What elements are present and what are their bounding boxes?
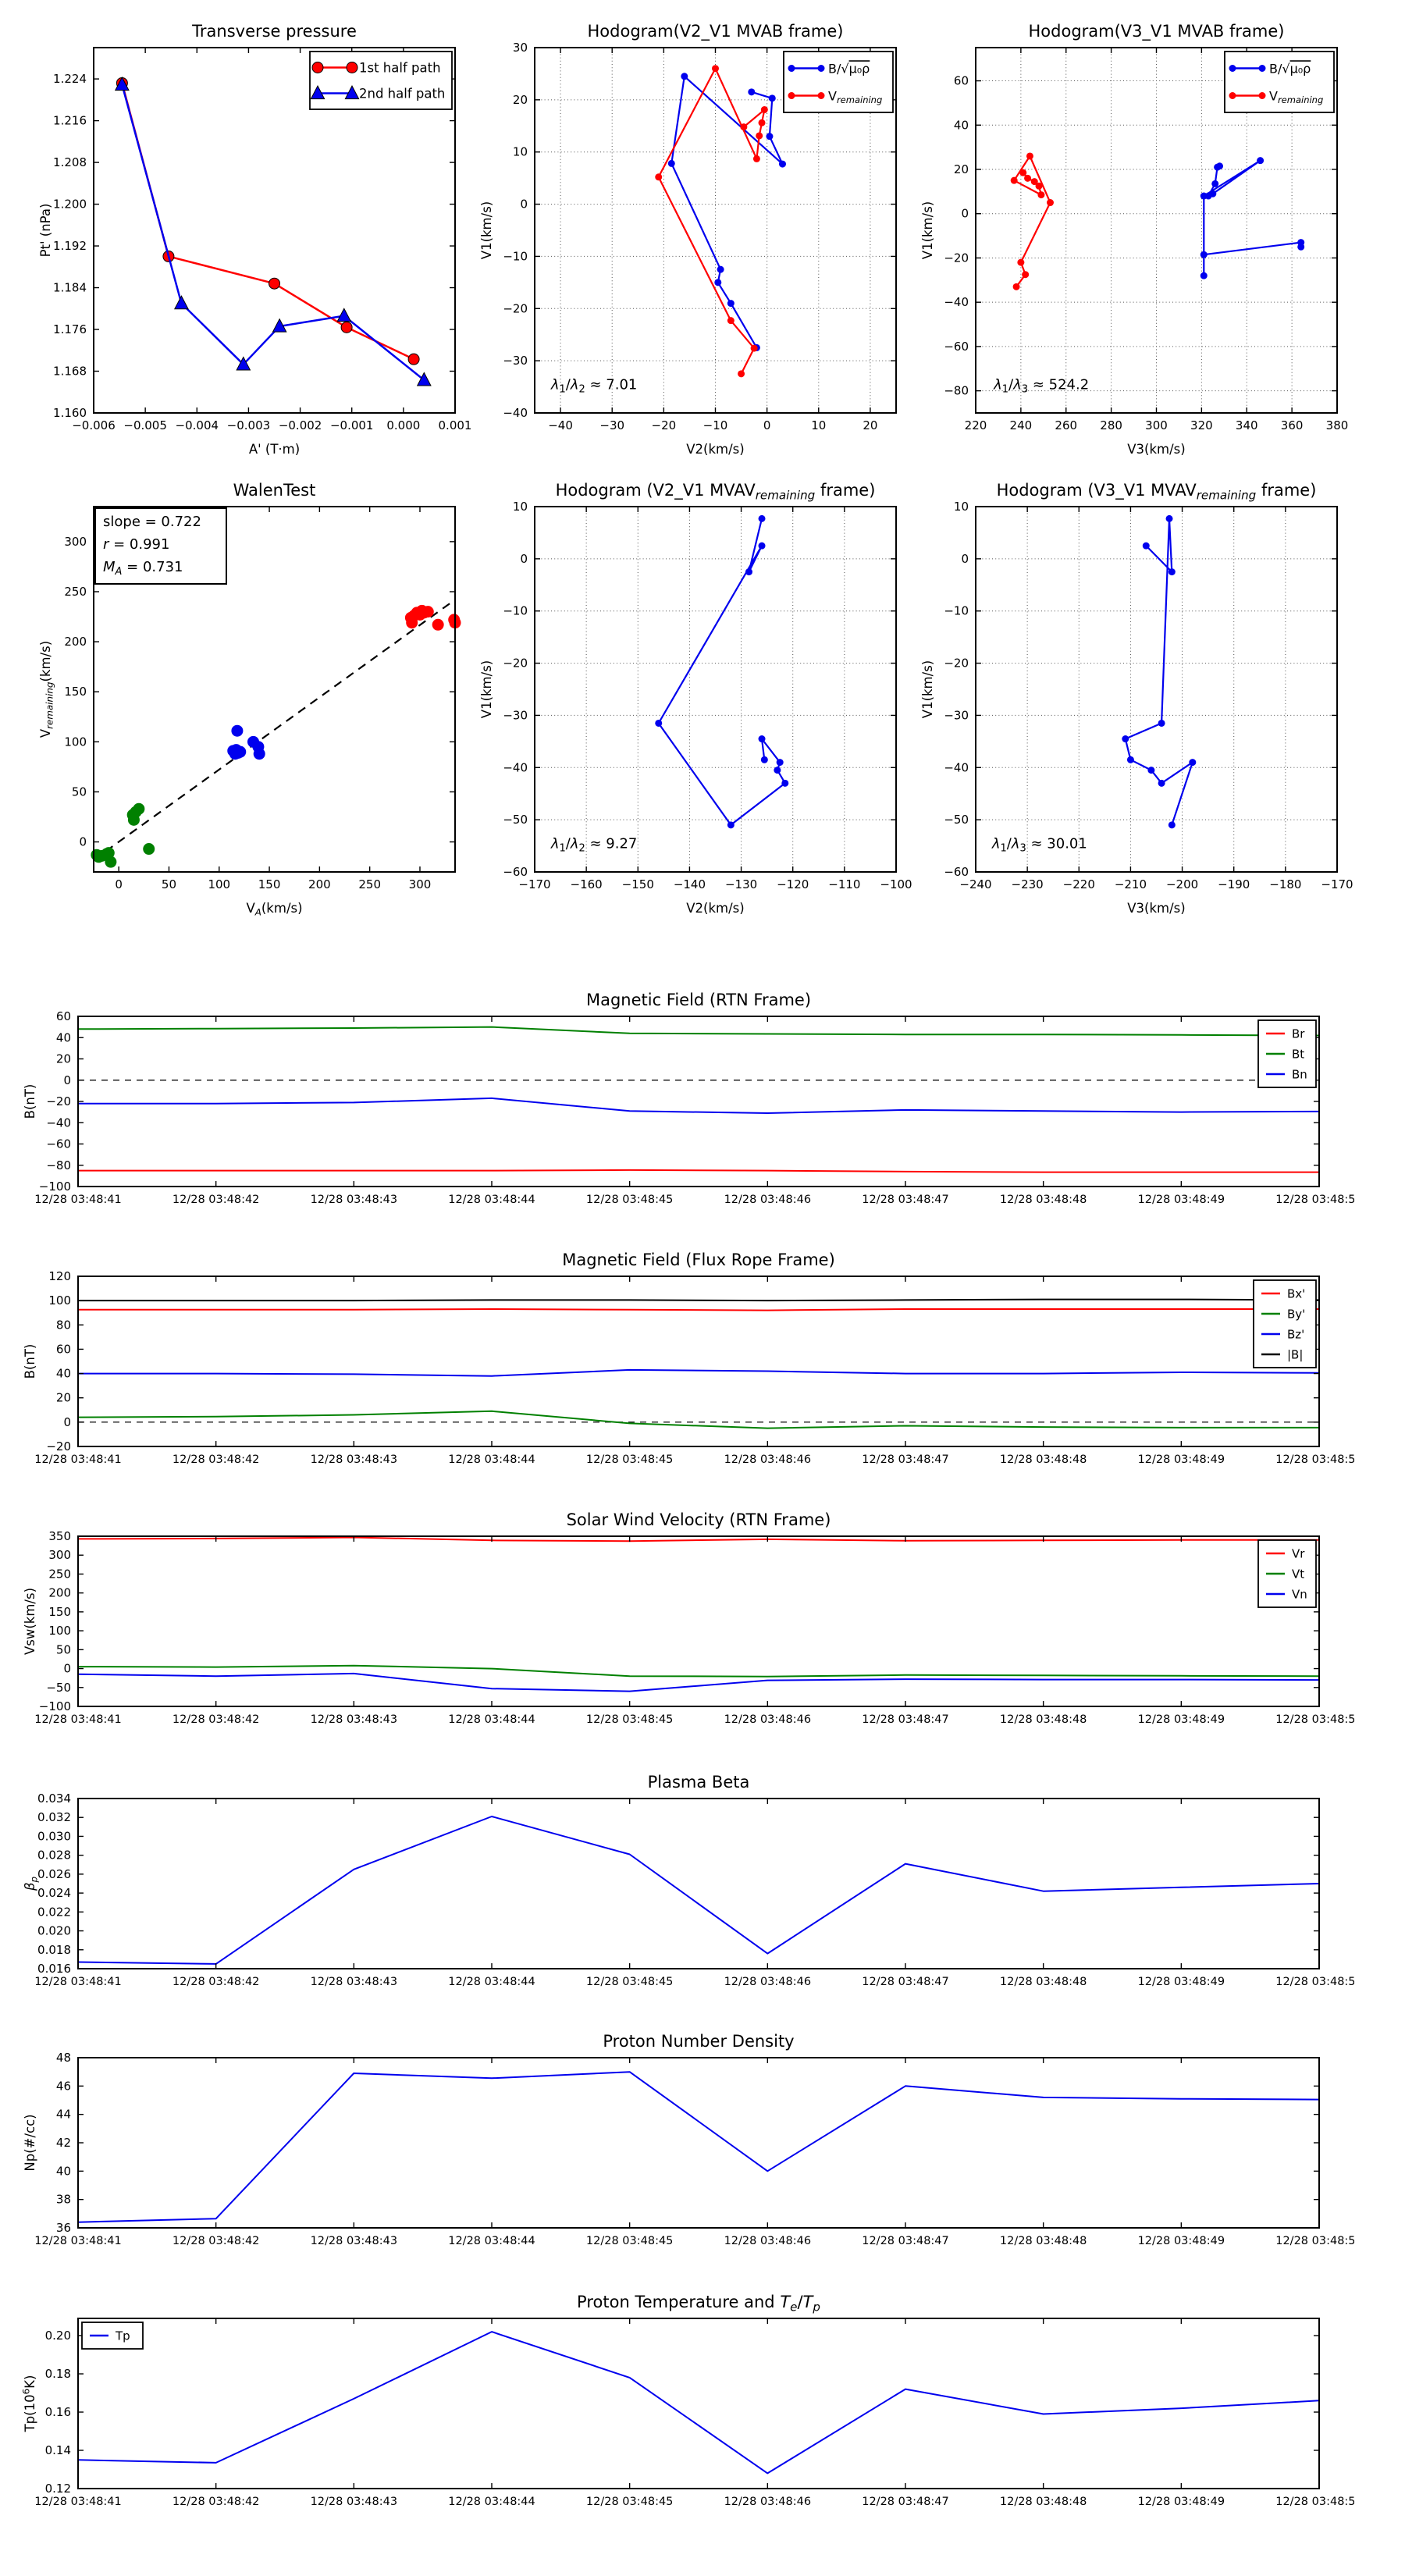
svg-text:380: 380	[1325, 418, 1349, 432]
svg-text:Hodogram(V2_V1 MVAB frame): Hodogram(V2_V1 MVAB frame)	[587, 22, 844, 41]
svg-text:60: 60	[55, 1009, 71, 1023]
svg-text:Transverse pressure: Transverse pressure	[192, 22, 357, 41]
svg-text:Vremaining: $V_{remaining}$	[828, 88, 883, 105]
svg-text:−100: −100	[880, 877, 912, 891]
svg-text:360: 360	[1280, 418, 1304, 432]
svg-text:WalenTest: WalenTest	[233, 481, 316, 500]
svg-text:−120: −120	[777, 877, 809, 891]
svg-text:By': By'	[1287, 1307, 1306, 1322]
svg-text:−40: −40	[503, 406, 528, 420]
svg-text:−0.002: −0.002	[278, 418, 322, 432]
svg-text:−20: −20	[46, 1439, 71, 1453]
svg-text:Plasma Beta: Plasma Beta	[647, 1773, 750, 1791]
svg-text:Vsw(km/s): Vsw(km/s)	[23, 1587, 37, 1656]
svg-text:−20: −20	[944, 251, 969, 265]
svg-text:0.16: 0.16	[44, 2405, 71, 2420]
svg-text:−110: −110	[828, 877, 861, 891]
svg-text:12/28 03:48:43: 12/28 03:48:43	[310, 1976, 398, 1988]
svg-text:300: 300	[408, 877, 432, 891]
svg-text:80: 80	[55, 1318, 71, 1332]
svg-text:12/28 03:48:47: 12/28 03:48:47	[862, 2496, 949, 2508]
svg-text:Magnetic Field (RTN Frame): Magnetic Field (RTN Frame)	[585, 991, 812, 1009]
svg-text:−50: −50	[46, 1680, 71, 1695]
svg-text:12/28 03:48:48: 12/28 03:48:48	[999, 2235, 1087, 2247]
chart-hodogram-v2v1-mvab	[471, 12, 912, 471]
svg-text:300: 300	[48, 1548, 71, 1563]
svg-text:12/28 03:48:47: 12/28 03:48:47	[862, 1194, 949, 1206]
svg-text:100: 100	[64, 735, 87, 749]
svg-text:−60: −60	[503, 865, 528, 879]
svg-text:0.024: 0.024	[37, 1886, 71, 1901]
svg-text:−80: −80	[944, 383, 969, 398]
svg-text:−210: −210	[1114, 877, 1147, 891]
svg-text:0.016: 0.016	[37, 1962, 71, 1976]
svg-text:A' (T·m): A' (T·m)	[248, 442, 301, 457]
svg-text:12/28 03:48:50: 12/28 03:48:50	[1275, 1453, 1354, 1466]
svg-text:−140: −140	[673, 877, 706, 891]
svg-text:12/28 03:48:47: 12/28 03:48:47	[862, 1713, 949, 1726]
svg-text:12/28 03:48:46: 12/28 03:48:46	[724, 1713, 812, 1726]
svg-text:12/28 03:48:49: 12/28 03:48:49	[1137, 1976, 1225, 1988]
svg-text:0.12: 0.12	[44, 2482, 71, 2496]
svg-text:12/28 03:48:48: 12/28 03:48:48	[999, 1194, 1087, 1206]
svg-text:12/28 03:48:41: 12/28 03:48:41	[34, 1453, 122, 1466]
svg-text:12/28 03:48:42: 12/28 03:48:42	[172, 1976, 260, 1988]
chart-magnetic-field-rtn	[0, 972, 1354, 1229]
svg-text:Proton Number Density: Proton Number Density	[603, 2032, 795, 2051]
svg-text:0.030: 0.030	[37, 1829, 71, 1844]
svg-text:12/28 03:48:46: 12/28 03:48:46	[724, 2496, 812, 2508]
svg-text:B(nT): B(nT)	[23, 1343, 37, 1379]
svg-text:250: 250	[358, 877, 382, 891]
svg-text:B/√μ₀ρ: B/√μ₀ρ	[1269, 61, 1311, 76]
svg-text:0.026: 0.026	[37, 1866, 71, 1881]
svg-text:−20: −20	[944, 656, 969, 671]
svg-text:12/28 03:48:42: 12/28 03:48:42	[172, 1713, 260, 1726]
svg-text:300: 300	[1145, 418, 1168, 432]
svg-text:0.034: 0.034	[37, 1791, 71, 1806]
svg-text:V1(km/s): V1(km/s)	[920, 660, 935, 719]
svg-text:0: 0	[63, 1414, 71, 1429]
svg-text:1.224: 1.224	[53, 72, 87, 87]
svg-text:−220: −220	[1062, 877, 1095, 891]
svg-text:Br: Br	[1292, 1026, 1305, 1041]
svg-text:12/28 03:48:46: 12/28 03:48:46	[724, 2235, 812, 2247]
svg-text:Vremaining(km/s): $V_{remaining}(km/s)$	[38, 640, 55, 738]
svg-text:12/28 03:48:48: 12/28 03:48:48	[999, 1976, 1087, 1988]
svg-text:−40: −40	[944, 760, 969, 775]
svg-text:−40: −40	[503, 760, 528, 775]
svg-text:10: 10	[512, 500, 528, 514]
svg-text:βp: $\beta_p$	[23, 1876, 40, 1891]
svg-text:42: 42	[55, 2136, 71, 2150]
svg-text:−10: −10	[503, 249, 528, 264]
svg-text:320: 320	[1190, 418, 1213, 432]
svg-text:100: 100	[48, 1624, 71, 1638]
svg-text:−10: −10	[702, 418, 728, 432]
svg-text:50: 50	[55, 1642, 71, 1657]
svg-text:1.160: 1.160	[53, 406, 87, 420]
svg-text:0.018: 0.018	[37, 1942, 71, 1957]
svg-text:Hodogram(V3_V1 MVAB frame): Hodogram(V3_V1 MVAB frame)	[1028, 22, 1285, 41]
svg-text:12/28 03:48:47: 12/28 03:48:47	[862, 2235, 949, 2247]
svg-text:B/√μ₀ρ: B/√μ₀ρ	[828, 61, 870, 76]
svg-text:V3(km/s): V3(km/s)	[1127, 442, 1186, 457]
svg-text:−20: −20	[503, 656, 528, 671]
svg-text:150: 150	[64, 685, 87, 699]
svg-text:12/28 03:48:43: 12/28 03:48:43	[310, 1713, 398, 1726]
svg-text:260: 260	[1055, 418, 1078, 432]
svg-text:−60: −60	[46, 1137, 71, 1151]
svg-text:0: 0	[961, 206, 969, 221]
svg-text:340: 340	[1235, 418, 1258, 432]
svg-text:0.022: 0.022	[37, 1905, 71, 1920]
svg-text:Magnetic Field (Flux Rope Fram: Magnetic Field (Flux Rope Frame)	[562, 1251, 835, 1269]
svg-text:20: 20	[863, 418, 878, 432]
svg-text:V1(km/s): V1(km/s)	[479, 201, 494, 260]
chart-plasma-beta	[0, 1754, 1354, 2012]
chart-magnetic-field-flux-rope	[0, 1232, 1354, 1489]
svg-text:12/28 03:48:47: 12/28 03:48:47	[862, 1453, 949, 1466]
svg-text:0: 0	[763, 418, 771, 432]
svg-text:−10: −10	[944, 603, 969, 618]
svg-text:40: 40	[55, 2164, 71, 2179]
svg-text:0: 0	[520, 551, 528, 566]
svg-text:−60: −60	[944, 865, 969, 879]
svg-text:12/28 03:48:50: 12/28 03:48:50	[1275, 1713, 1354, 1726]
svg-text:−50: −50	[503, 813, 528, 827]
svg-text:−60: −60	[944, 339, 969, 354]
svg-text:λ1/λ3 ≈ 524.2: $\lambda_1/\lambda_3 \approx 524.2$	[994, 376, 1090, 396]
svg-text:40: 40	[55, 1366, 71, 1381]
svg-text:12/28 03:48:41: 12/28 03:48:41	[34, 1976, 122, 1988]
svg-text:12/28 03:48:44: 12/28 03:48:44	[448, 1453, 535, 1466]
svg-text:1st half path: 1st half path	[359, 60, 441, 76]
svg-text:−200: −200	[1165, 877, 1199, 891]
chart-hodogram-v3v1-mvav	[912, 471, 1353, 930]
svg-text:12/28 03:48:43: 12/28 03:48:43	[310, 2496, 398, 2508]
chart-solar-wind-velocity	[0, 1492, 1354, 1749]
svg-text:12/28 03:48:42: 12/28 03:48:42	[172, 1453, 260, 1466]
svg-text:r = 0.991: r = 0.991	[103, 536, 170, 553]
svg-text:V1(km/s): V1(km/s)	[479, 660, 494, 719]
svg-text:20: 20	[55, 1051, 71, 1066]
svg-text:12/28 03:48:49: 12/28 03:48:49	[1137, 2235, 1225, 2247]
svg-text:MA = 0.731: $M_A = 0.731$	[103, 559, 183, 578]
svg-text:12/28 03:48:46: 12/28 03:48:46	[724, 1453, 812, 1466]
svg-text:−50: −50	[944, 813, 969, 827]
svg-text:Tp: Tp	[116, 2329, 130, 2343]
svg-text:12/28 03:48:44: 12/28 03:48:44	[448, 1194, 535, 1206]
chart-hodogram-v2v1-mvav	[471, 471, 912, 930]
svg-text:−40: −40	[46, 1115, 71, 1130]
svg-text:12/28 03:48:47: 12/28 03:48:47	[862, 1976, 949, 1988]
svg-text:38: 38	[55, 2192, 71, 2207]
svg-text:200: 200	[48, 1585, 71, 1600]
chart-proton-number-density	[0, 2013, 1354, 2271]
svg-text:Bz': Bz'	[1287, 1327, 1305, 1342]
svg-text:44: 44	[55, 2107, 71, 2122]
svg-text:Hodogram (V2_V1 MVAVremaining: Hodogram (V2_V1 $MVAV_{remaining}$ frame)	[555, 481, 876, 503]
svg-text:−30: −30	[944, 708, 969, 723]
svg-text:12/28 03:48:50: 12/28 03:48:50	[1275, 2496, 1354, 2508]
svg-text:1.200: 1.200	[53, 197, 87, 212]
svg-text:150: 150	[48, 1604, 71, 1619]
svg-text:0.032: 0.032	[37, 1810, 71, 1825]
svg-text:−20: −20	[46, 1094, 71, 1108]
svg-text:VA(km/s): $V_A(km/s)$	[246, 901, 303, 918]
svg-text:12/28 03:48:43: 12/28 03:48:43	[310, 1453, 398, 1466]
svg-text:0.18: 0.18	[44, 2367, 71, 2382]
svg-text:12/28 03:48:46: 12/28 03:48:46	[724, 1976, 812, 1988]
svg-text:12/28 03:48:44: 12/28 03:48:44	[448, 2235, 535, 2247]
svg-text:1.176: 1.176	[53, 322, 87, 337]
svg-text:−160: −160	[570, 877, 603, 891]
svg-text:12/28 03:48:48: 12/28 03:48:48	[999, 2496, 1087, 2508]
svg-text:−150: −150	[621, 877, 654, 891]
chart-hodogram-v3v1-mvab	[912, 12, 1353, 471]
svg-text:0: 0	[63, 1073, 71, 1087]
svg-text:λ1/λ2 ≈ 7.01: $\lambda_1/\lambda_2 \approx 7.01$	[550, 376, 638, 396]
svg-text:−0.005: −0.005	[123, 418, 167, 432]
svg-text:Bn: Bn	[1292, 1067, 1307, 1082]
svg-text:−20: −20	[503, 301, 528, 316]
svg-text:0.000: 0.000	[386, 418, 421, 432]
svg-text:1.208: 1.208	[53, 155, 87, 170]
svg-text:−20: −20	[651, 418, 677, 432]
svg-text:2nd half path: 2nd half path	[359, 86, 446, 101]
svg-text:12/28 03:48:42: 12/28 03:48:42	[172, 2235, 260, 2247]
svg-text:−170: −170	[518, 877, 551, 891]
svg-text:60: 60	[953, 73, 969, 88]
svg-text:12/28 03:48:45: 12/28 03:48:45	[585, 1453, 674, 1466]
svg-text:Vn: Vn	[1292, 1587, 1307, 1602]
svg-text:B(nT): B(nT)	[23, 1083, 37, 1119]
svg-text:Solar Wind Velocity (RTN Frame: Solar Wind Velocity (RTN Frame)	[566, 1510, 831, 1529]
svg-text:−100: −100	[38, 1699, 71, 1713]
svg-text:12/28 03:48:41: 12/28 03:48:41	[34, 2496, 122, 2508]
svg-text:12/28 03:48:42: 12/28 03:48:42	[172, 2496, 260, 2508]
svg-text:Bt: Bt	[1292, 1047, 1305, 1062]
svg-text:−0.006: −0.006	[72, 418, 116, 432]
svg-text:−170: −170	[1321, 877, 1353, 891]
svg-text:12/28 03:48:49: 12/28 03:48:49	[1137, 1713, 1225, 1726]
svg-text:12/28 03:48:44: 12/28 03:48:44	[448, 2496, 535, 2508]
svg-text:10: 10	[953, 500, 969, 514]
svg-text:−40: −40	[548, 418, 573, 432]
svg-text:280: 280	[1100, 418, 1122, 432]
svg-text:100: 100	[48, 1293, 71, 1308]
svg-text:36: 36	[55, 2221, 71, 2235]
svg-text:12/28 03:48:45: 12/28 03:48:45	[585, 1976, 674, 1988]
chart-proton-temperature	[0, 2274, 1354, 2532]
svg-text:12/28 03:48:48: 12/28 03:48:48	[999, 1713, 1087, 1726]
svg-text:1.216: 1.216	[53, 113, 87, 128]
svg-text:0.14: 0.14	[44, 2443, 71, 2458]
svg-text:V3(km/s): V3(km/s)	[1127, 901, 1186, 916]
svg-text:10: 10	[811, 418, 827, 432]
svg-text:0.001: 0.001	[438, 418, 471, 432]
svg-text:0: 0	[63, 1661, 71, 1676]
svg-text:Pt' (nPa): Pt' (nPa)	[38, 203, 53, 258]
svg-text:20: 20	[512, 92, 528, 107]
svg-text:0.028: 0.028	[37, 1848, 71, 1863]
svg-text:1.168: 1.168	[53, 364, 87, 379]
svg-text:40: 40	[953, 118, 969, 133]
svg-text:0: 0	[79, 834, 87, 849]
svg-text:10: 10	[512, 144, 528, 159]
svg-text:100: 100	[208, 877, 231, 891]
svg-text:Np(#/cc): Np(#/cc)	[23, 2114, 37, 2172]
svg-text:Tp(106K): $Tp(10^6K)$	[20, 2375, 37, 2432]
svg-text:12/28 03:48:46: 12/28 03:48:46	[724, 1194, 812, 1206]
svg-text:300: 300	[64, 534, 87, 549]
svg-text:Vr: Vr	[1292, 1546, 1305, 1561]
svg-text:12/28 03:48:48: 12/28 03:48:48	[999, 1453, 1087, 1466]
svg-text:50: 50	[161, 877, 177, 891]
svg-text:−180: −180	[1269, 877, 1302, 891]
svg-text:|B|: |B|	[1287, 1347, 1304, 1362]
svg-text:60: 60	[55, 1342, 71, 1357]
svg-text:12/28 03:48:50: 12/28 03:48:50	[1275, 1194, 1354, 1206]
svg-text:−190: −190	[1218, 877, 1250, 891]
svg-text:50: 50	[71, 785, 87, 799]
svg-text:V2(km/s): V2(km/s)	[686, 442, 745, 457]
svg-text:12/28 03:48:41: 12/28 03:48:41	[34, 1713, 122, 1726]
svg-text:−40: −40	[944, 295, 969, 310]
svg-text:0: 0	[115, 877, 123, 891]
svg-text:200: 200	[64, 635, 87, 649]
svg-text:V2(km/s): V2(km/s)	[686, 901, 745, 916]
svg-text:V1(km/s): V1(km/s)	[920, 201, 935, 260]
svg-text:200: 200	[308, 877, 331, 891]
svg-text:0.20: 0.20	[44, 2329, 71, 2343]
svg-text:12/28 03:48:45: 12/28 03:48:45	[585, 1194, 674, 1206]
svg-text:Bx': Bx'	[1287, 1286, 1306, 1301]
svg-text:12/28 03:48:49: 12/28 03:48:49	[1137, 1453, 1225, 1466]
svg-text:220: 220	[964, 418, 987, 432]
svg-text:−10: −10	[503, 603, 528, 618]
svg-text:−80: −80	[46, 1158, 71, 1172]
svg-text:12/28 03:48:41: 12/28 03:48:41	[34, 1194, 122, 1206]
svg-text:−240: −240	[959, 877, 992, 891]
svg-text:30: 30	[512, 41, 528, 55]
svg-text:1.192: 1.192	[53, 239, 87, 254]
svg-text:−0.003: −0.003	[226, 418, 271, 432]
svg-text:12/28 03:48:43: 12/28 03:48:43	[310, 2235, 398, 2247]
svg-text:12/28 03:48:45: 12/28 03:48:45	[585, 2496, 674, 2508]
svg-text:120: 120	[48, 1269, 71, 1283]
svg-text:20: 20	[953, 162, 969, 176]
svg-text:−0.004: −0.004	[175, 418, 219, 432]
svg-text:12/28 03:48:44: 12/28 03:48:44	[448, 1976, 535, 1988]
svg-text:12/28 03:48:49: 12/28 03:48:49	[1137, 2496, 1225, 2508]
svg-text:250: 250	[64, 584, 87, 599]
svg-text:Hodogram (V3_V1 MVAVremaining: Hodogram (V3_V1 $MVAV_{remaining}$ frame)	[996, 481, 1317, 503]
svg-text:12/28 03:48:50: 12/28 03:48:50	[1275, 2235, 1354, 2247]
svg-text:48: 48	[55, 2051, 71, 2065]
svg-text:150: 150	[258, 877, 281, 891]
svg-text:12/28 03:48:43: 12/28 03:48:43	[310, 1194, 398, 1206]
svg-text:Proton Temperature and Te/Tp: Proton Temperature and $T_e/T_p$	[577, 2293, 820, 2314]
svg-text:λ1/λ3 ≈ 30.01: $\lambda_1/\lambda_3 \approx 30.01$	[991, 835, 1087, 855]
svg-text:−30: −30	[503, 354, 528, 368]
svg-text:46: 46	[55, 2079, 71, 2094]
svg-text:40: 40	[55, 1030, 71, 1045]
svg-text:Vt: Vt	[1292, 1567, 1305, 1582]
svg-text:0.020: 0.020	[37, 1923, 71, 1938]
svg-text:0: 0	[520, 197, 528, 212]
svg-text:350: 350	[48, 1529, 71, 1543]
svg-text:−30: −30	[503, 708, 528, 723]
chart-walen-test	[30, 471, 471, 930]
svg-text:12/28 03:48:41: 12/28 03:48:41	[34, 2235, 122, 2247]
svg-text:12/28 03:48:50: 12/28 03:48:50	[1275, 1976, 1354, 1988]
svg-text:12/28 03:48:45: 12/28 03:48:45	[585, 2235, 674, 2247]
svg-text:12/28 03:48:44: 12/28 03:48:44	[448, 1713, 535, 1726]
svg-text:0: 0	[961, 551, 969, 566]
svg-text:12/28 03:48:42: 12/28 03:48:42	[172, 1194, 260, 1206]
svg-text:250: 250	[48, 1567, 71, 1582]
chart-transverse-pressure	[30, 12, 471, 471]
svg-text:12/28 03:48:49: 12/28 03:48:49	[1137, 1194, 1225, 1206]
svg-text:−30: −30	[599, 418, 625, 432]
svg-text:20: 20	[55, 1390, 71, 1405]
svg-text:12/28 03:48:45: 12/28 03:48:45	[585, 1713, 674, 1726]
svg-text:1.184: 1.184	[53, 280, 87, 295]
svg-text:slope = 0.722: slope = 0.722	[103, 514, 201, 530]
svg-text:Vremaining: $V_{remaining}$	[1269, 88, 1324, 105]
svg-text:240: 240	[1009, 418, 1033, 432]
svg-text:−130: −130	[724, 877, 758, 891]
svg-text:−230: −230	[1011, 877, 1044, 891]
svg-text:−100: −100	[38, 1179, 71, 1194]
svg-text:λ1/λ2 ≈ 9.27: $\lambda_1/\lambda_2 \approx 9.27$	[550, 835, 638, 855]
svg-text:−0.001: −0.001	[329, 418, 374, 432]
